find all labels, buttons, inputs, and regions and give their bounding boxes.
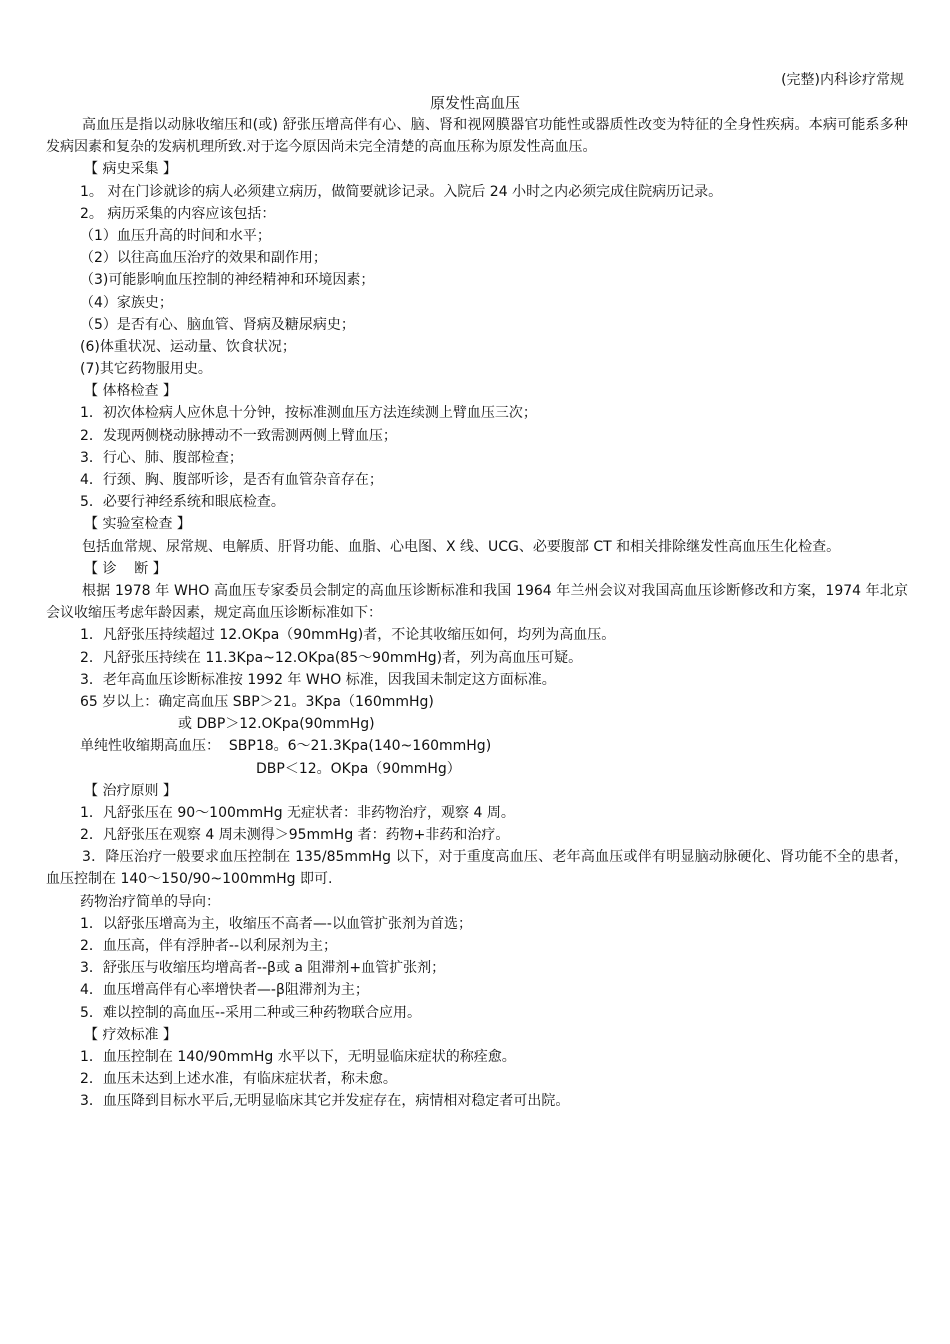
treatment-item: 1．以舒张压增高为主，收缩压不高者—-以血管扩张剂为首选； — [80, 915, 472, 932]
treatment-paragraph: 3．降压治疗一般要求血压控制在 135/85mmHg 以下，对于重度高血压、老年高血压或伴有明显脑动脉硬化、肾功能不全的患者，血压控制在 140～150/90~100mmHg 即可. — [46, 849, 908, 888]
history-item: （3)可能影响血压控制的神经精神和环境因素； — [80, 272, 375, 289]
section-heading-physical: 【 体格检查 】 — [84, 383, 177, 400]
section-heading-efficacy: 【 疗效标准 】 — [84, 1026, 177, 1043]
history-item: (6)体重状况、运动量、饮食状况； — [80, 338, 296, 355]
history-line: 2。 病历采集的内容应该包括： — [80, 205, 276, 222]
treatment-subheading: 药物治疗简单的导向： — [80, 893, 220, 910]
diagnosis-paragraph: 根据 1978 年 WHO 高血压专家委员会制定的高血压诊断标准和我国 1964 年兰州会议对我国高血压诊断修改和方案，1974 年北京会议收缩压考虑年龄因素，规定高血压诊断标准如下： — [46, 582, 908, 622]
physical-item: 1．初次体检病人应休息十分钟，按标准测血压方法连续测上臂血压三次； — [80, 405, 537, 422]
efficacy-item: 2．血压未达到上述水准，有临床症状者，称未愈。 — [80, 1071, 397, 1088]
physical-item: 4．行颈、胸、腹部听诊，是否有血管杂音存在； — [80, 472, 383, 489]
page-header: (完整)内科诊疗常规 — [781, 72, 904, 88]
treatment-item: 2．血压高，伴有浮肿者--以利尿剂为主； — [80, 938, 338, 955]
diagnosis-elderly-line: 65 岁以上：确定高血压 SBP＞21。3Kpa（160mmHg) — [80, 693, 434, 710]
section-heading-treatment: 【 治疗原则 】 — [84, 782, 177, 799]
diagnosis-elderly-line: 或 DBP＞12.OKpa(90mmHg) — [178, 716, 375, 733]
diagnosis-item: 3．老年高血压诊断标准按 1992 年 WHO 标准，因我国未制定这方面标准。 — [80, 671, 556, 688]
history-item: (7)其它药物服用史。 — [80, 361, 212, 378]
section-heading-diagnosis: 【 诊 断 】 — [84, 560, 167, 577]
treatment-item: 4．血压增高伴有心率增快者—-β阻滞剂为主； — [80, 982, 369, 999]
history-item: （5）是否有心、脑血管、肾病及糖尿病史； — [80, 316, 355, 333]
section-heading-history: 【 病史采集 】 — [84, 161, 177, 178]
history-item: （1）血压升高的时间和水平； — [80, 227, 271, 244]
history-item: （2）以往高血压治疗的效果和副作用； — [80, 250, 327, 267]
page-title: 原发性高血压 — [429, 94, 520, 112]
treatment-line: 1．凡舒张压在 90～100mmHg 无症状者：非药物治疗，观察 4 周。 — [80, 804, 515, 821]
physical-item: 5．必要行神经系统和眼底检查。 — [80, 494, 285, 511]
physical-item: 2．发现两侧桡动脉搏动不一致需测两侧上臂血压； — [80, 427, 397, 444]
treatment-item: 5．难以控制的高血压--采用二种或三种药物联合应用。 — [80, 1004, 422, 1021]
section-heading-lab: 【 实验室检查 】 — [84, 516, 191, 533]
diagnosis-isolated-line: 单纯性收缩期高血压： SBP18。6～21.3Kpa(140~160mmHg) — [80, 738, 492, 755]
lab-paragraph: 包括血常规、尿常规、电解质、肝肾功能、血脂、心电图、X 线、UCG、必要腹部 CT 和相关排除继发性高血压生化检查。 — [82, 538, 841, 555]
diagnosis-item: 1．凡舒张压持续超过 12.OKpa（90mmHg)者，不论其收缩压如何，均列为高血压。 — [80, 627, 616, 644]
diagnosis-item: 2．凡舒张压持续在 11.3Kpa~12.OKpa(85～90mmHg)者，列为高血压可疑。 — [80, 649, 583, 666]
treatment-item: 3．舒张压与收缩压均增高者--β或 a 阻滞剂+血管扩张剂； — [80, 960, 446, 977]
document-body — [46, 114, 908, 1113]
history-line: 1。 对在门诊就诊的病人必须建立病历，做简要就诊记录。入院后 24 小时之内必须完成住院病历记录。 — [80, 183, 723, 200]
treatment-line: 2．凡舒张压在观察 4 周未测得＞95mmHg 者：药物+非药和治疗。 — [80, 827, 510, 844]
diagnosis-isolated-line: DBP＜12。OKpa（90mmHg） — [256, 760, 461, 777]
physical-item: 3．行心、肺、腹部检查； — [80, 449, 243, 466]
efficacy-item: 1．血压控制在 140/90mmHg 水平以下，无明显临床症状的称痊愈。 — [80, 1048, 516, 1065]
efficacy-item: 3．血压降到目标水平后,无明显临床其它并发症存在，病情相对稳定者可出院。 — [80, 1093, 570, 1110]
intro-paragraph: 高血压是指以动脉收缩压和(或) 舒张压增高伴有心、脑、肾和视网膜器官功能性或器质性改变为特征的全身性疾病。本病可能系多种发病因素和复杂的发病机理所致.对于迄今原因尚未完全清楚的高血压称为原发性高血压。 — [46, 117, 908, 156]
history-item: （4）家族史； — [80, 294, 173, 311]
